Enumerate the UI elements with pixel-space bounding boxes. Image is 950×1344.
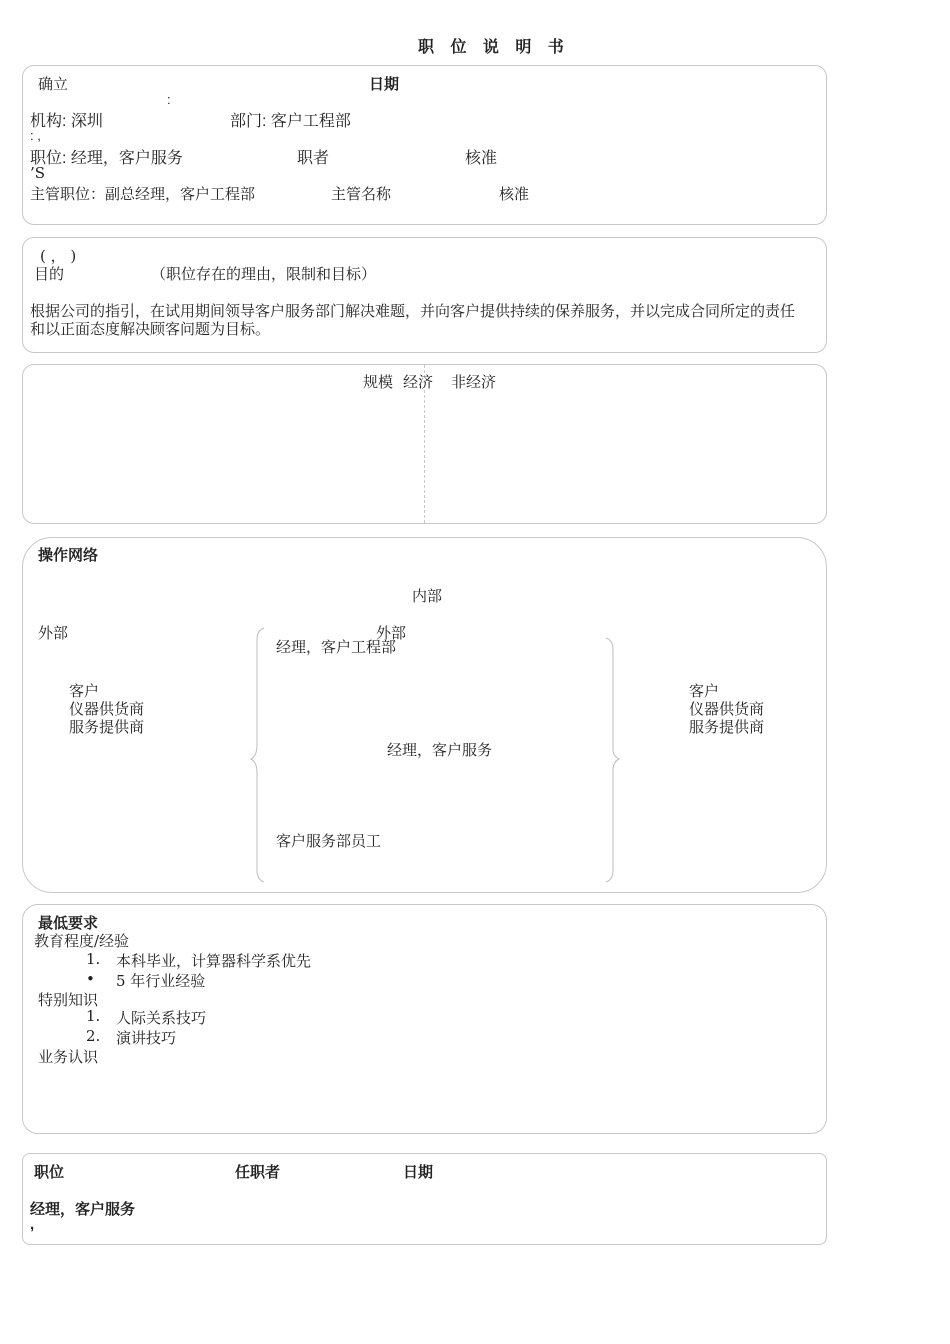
education-item: 5 年行业经验: [116, 972, 206, 990]
signoff-incumbent-label: 任职者: [235, 1164, 281, 1181]
supervisor-position: 主管职位：副总经理，客户工程部: [30, 185, 256, 203]
network-internal: 内部: [412, 587, 443, 605]
signoff-position-value: 经理，客户服务: [30, 1201, 136, 1218]
establish-label: 确立: [38, 75, 69, 93]
network-external-mid: 外部: [376, 624, 407, 642]
knowledge-marker: 2.: [86, 1027, 101, 1045]
purpose-label: 目的: [34, 265, 65, 283]
left-item: 仪器供货商: [69, 700, 145, 718]
document-title: 职 位 说 明 书: [418, 39, 570, 56]
center-mid-role: 经理，客户服务: [387, 741, 493, 759]
right-item: 仪器供货商: [689, 700, 765, 718]
purpose-line-2: 和以正面态度解决顾客问题为目标。: [30, 320, 271, 338]
network-external-left: 外部: [38, 624, 69, 642]
org-field: 机构: 深圳: [30, 113, 103, 130]
date-label: 日期: [369, 76, 400, 93]
approve-label: 核准: [465, 150, 498, 167]
network-title: 操作网络: [38, 547, 99, 564]
education-item: 本科毕业，计算器科学系优先: [116, 952, 312, 970]
signoff-date-label: 日期: [403, 1164, 434, 1181]
education-label: 教育程度/经验: [34, 932, 130, 950]
center-top-role: 经理，客户工程部: [276, 638, 397, 656]
colon-mark: :: [167, 92, 171, 107]
education-marker: 1.: [86, 950, 101, 968]
right-item: 服务提供商: [689, 718, 765, 736]
signoff-position-label: 职位: [34, 1164, 65, 1181]
left-item: 服务提供商: [69, 718, 145, 736]
apostrophe-s: ’S: [30, 164, 46, 182]
knowledge-marker: 1.: [86, 1007, 101, 1025]
right-item: 客户: [689, 682, 720, 700]
dept-field: 部门: 客户工程部: [230, 113, 351, 130]
purpose-line-1: 根据公司的指引，在试用期间领导客户服务部门解决难题，并向客户提供持续的保养服务，并以完成合同所定的责任: [30, 302, 796, 320]
signoff-comma: ,: [30, 1216, 35, 1233]
supervisor-approve-label: 核准: [499, 185, 530, 203]
requirements-title: 最低要求: [38, 915, 99, 932]
scale-label: 规模: [363, 373, 394, 391]
left-brace: [251, 628, 264, 882]
education-marker: •: [86, 970, 95, 988]
right-brace: [606, 638, 619, 882]
knowledge-label: 特别知识: [38, 991, 99, 1009]
punct-mark: : ,: [30, 128, 41, 143]
scale-economic: 经济: [403, 373, 434, 391]
left-item: 客户: [69, 682, 100, 700]
position-field: 职位: 经理，客户服务: [30, 150, 183, 167]
purpose-paren: ( ， ): [40, 247, 77, 265]
business-label: 业务认识: [38, 1048, 99, 1066]
scale-non-economic: 非经济: [451, 373, 497, 391]
right-stakeholders: [689, 682, 764, 736]
knowledge-item: 人际关系技巧: [116, 1009, 207, 1027]
knowledge-item: 演讲技巧: [116, 1029, 177, 1047]
center-bottom-role: 客户服务部员工: [276, 832, 382, 850]
purpose-hint: （职位存在的理由，限制和目标）: [151, 265, 377, 283]
supervisor-name-label: 主管名称: [331, 185, 392, 203]
incumbent-label: 职者: [297, 150, 330, 167]
